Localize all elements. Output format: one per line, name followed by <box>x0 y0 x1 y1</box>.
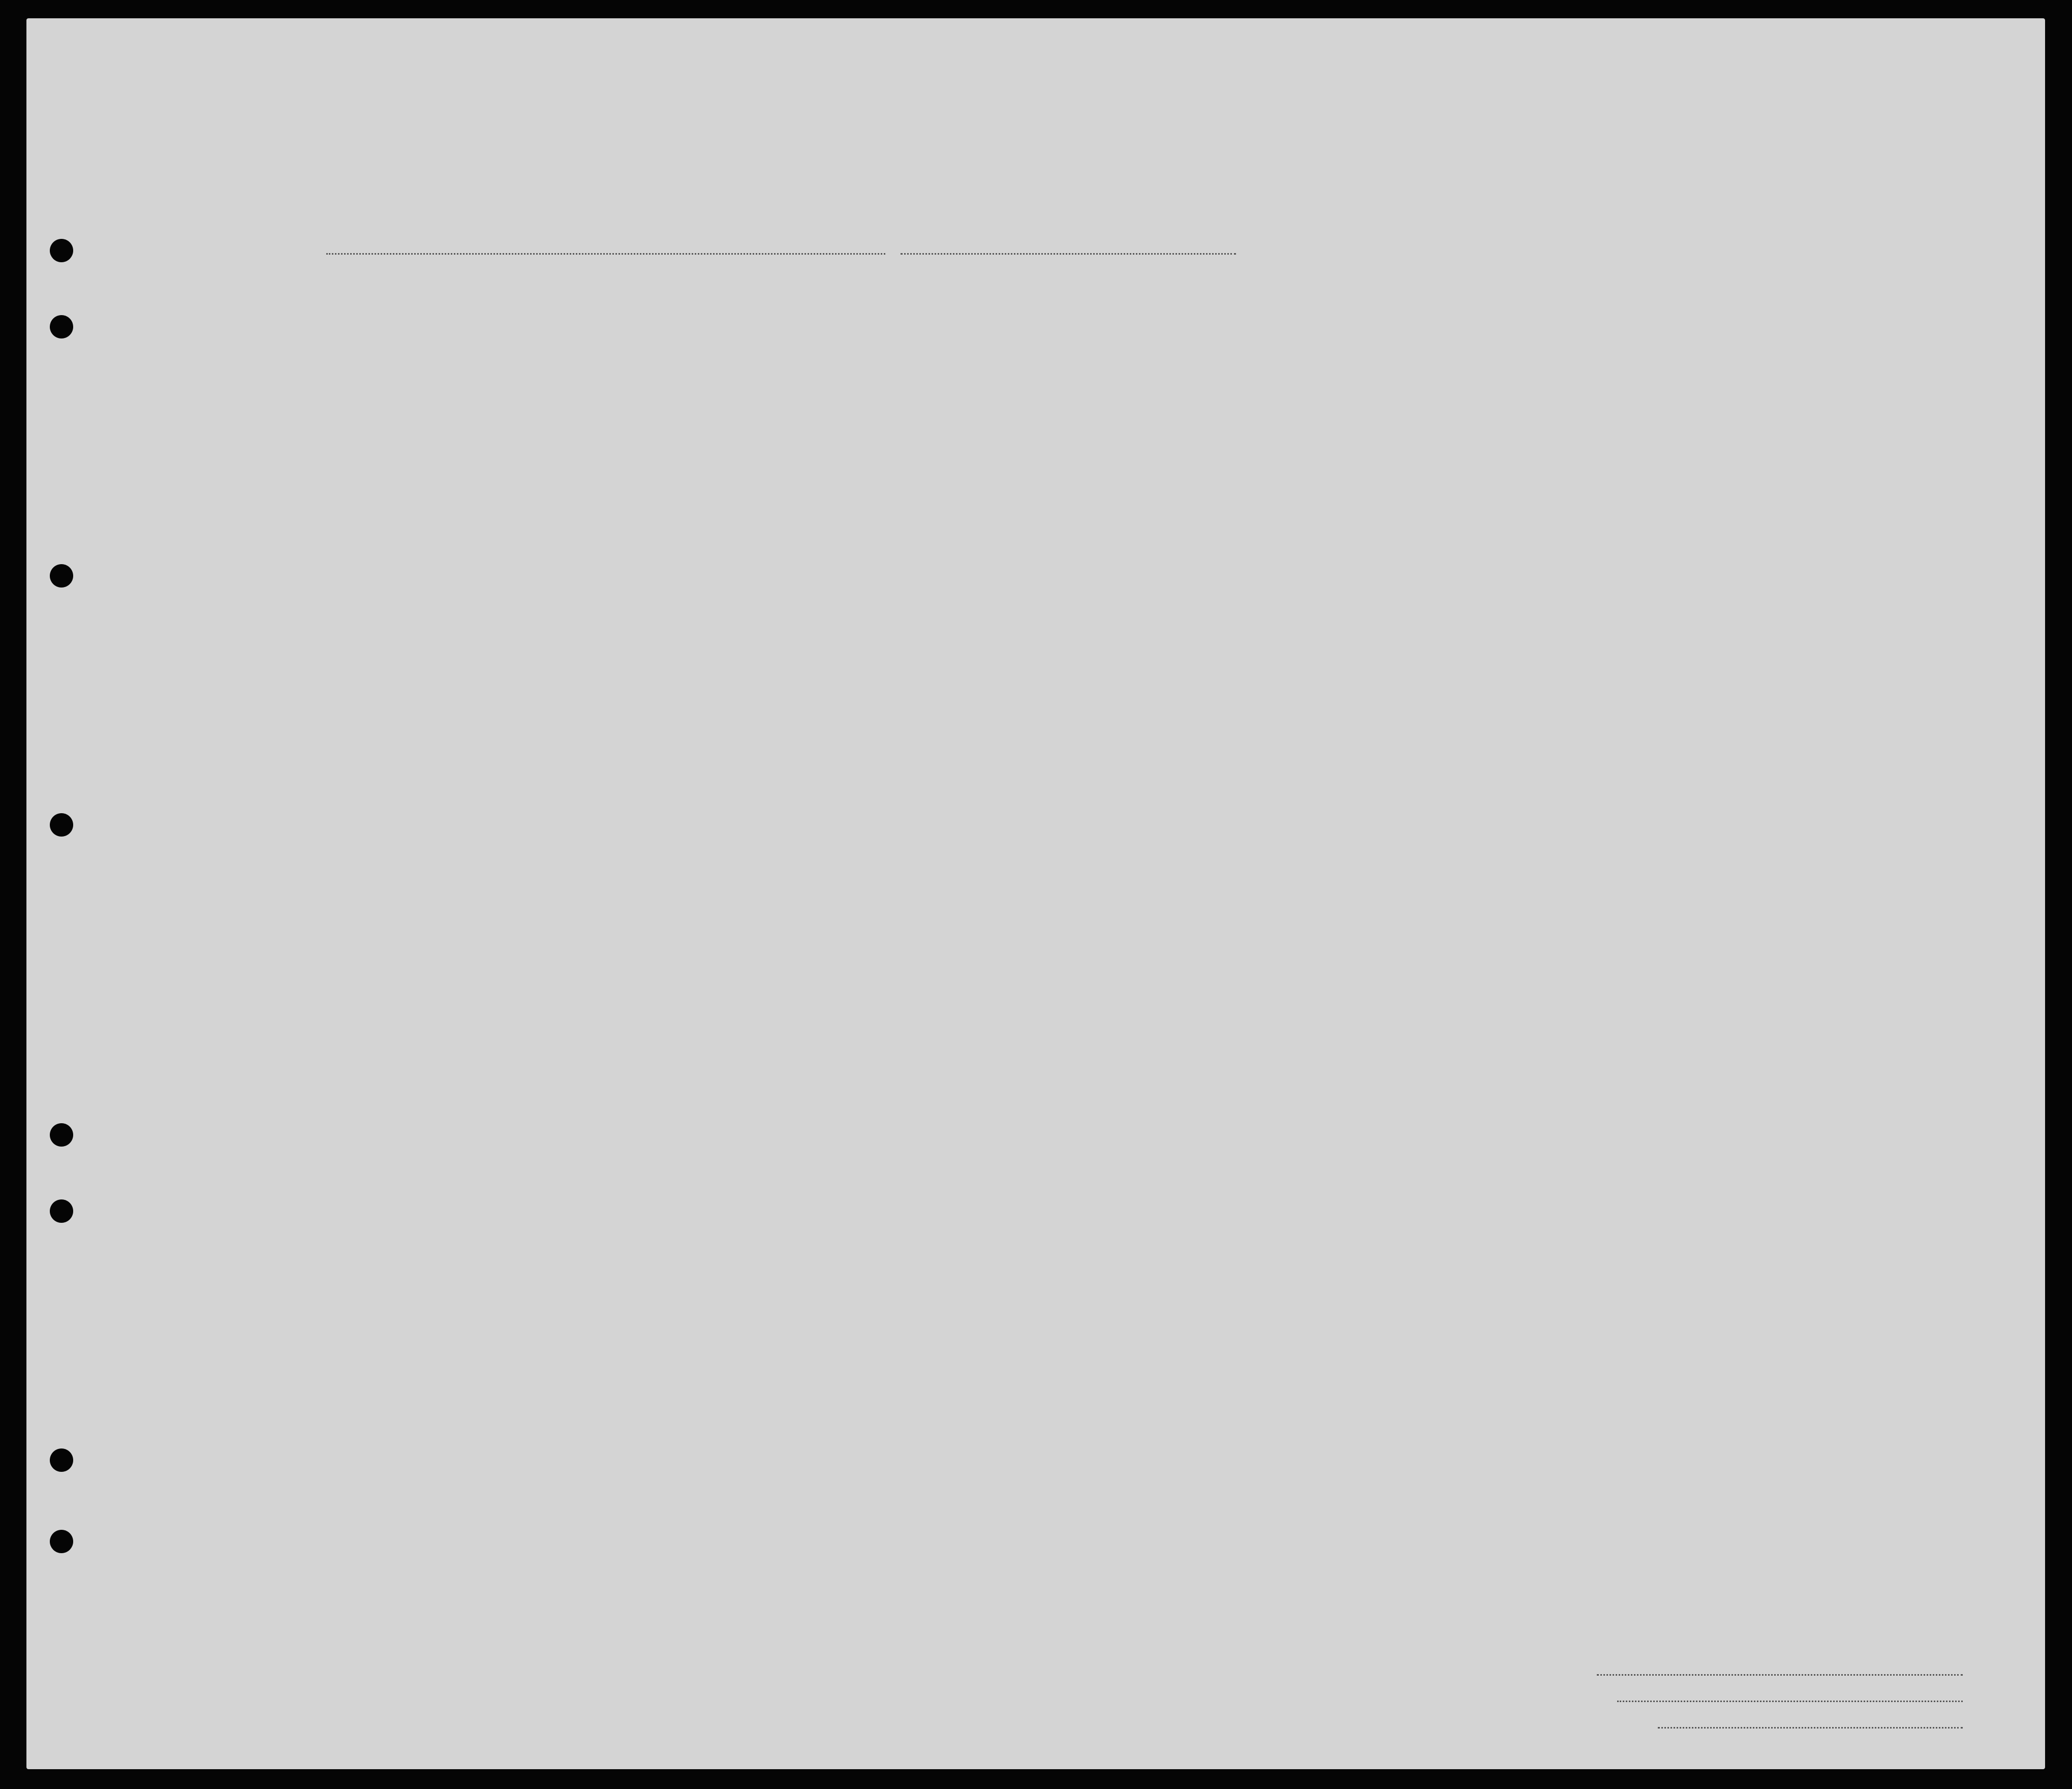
punch-hole <box>50 1199 73 1223</box>
punch-hole <box>50 315 73 338</box>
punch-hole <box>50 1123 73 1147</box>
line-field <box>1597 1674 1963 1676</box>
port-line <box>326 253 885 255</box>
punch-hole <box>50 1448 73 1472</box>
manifest-sheet <box>26 18 2045 1769</box>
punch-hole <box>50 1530 73 1553</box>
punch-hole <box>50 813 73 837</box>
punch-hole <box>50 239 73 262</box>
agents-field <box>1658 1727 1963 1729</box>
punch-hole <box>50 564 73 588</box>
table-grid <box>26 18 2045 1769</box>
owners-field <box>1617 1701 1963 1702</box>
date-line <box>901 253 1236 255</box>
